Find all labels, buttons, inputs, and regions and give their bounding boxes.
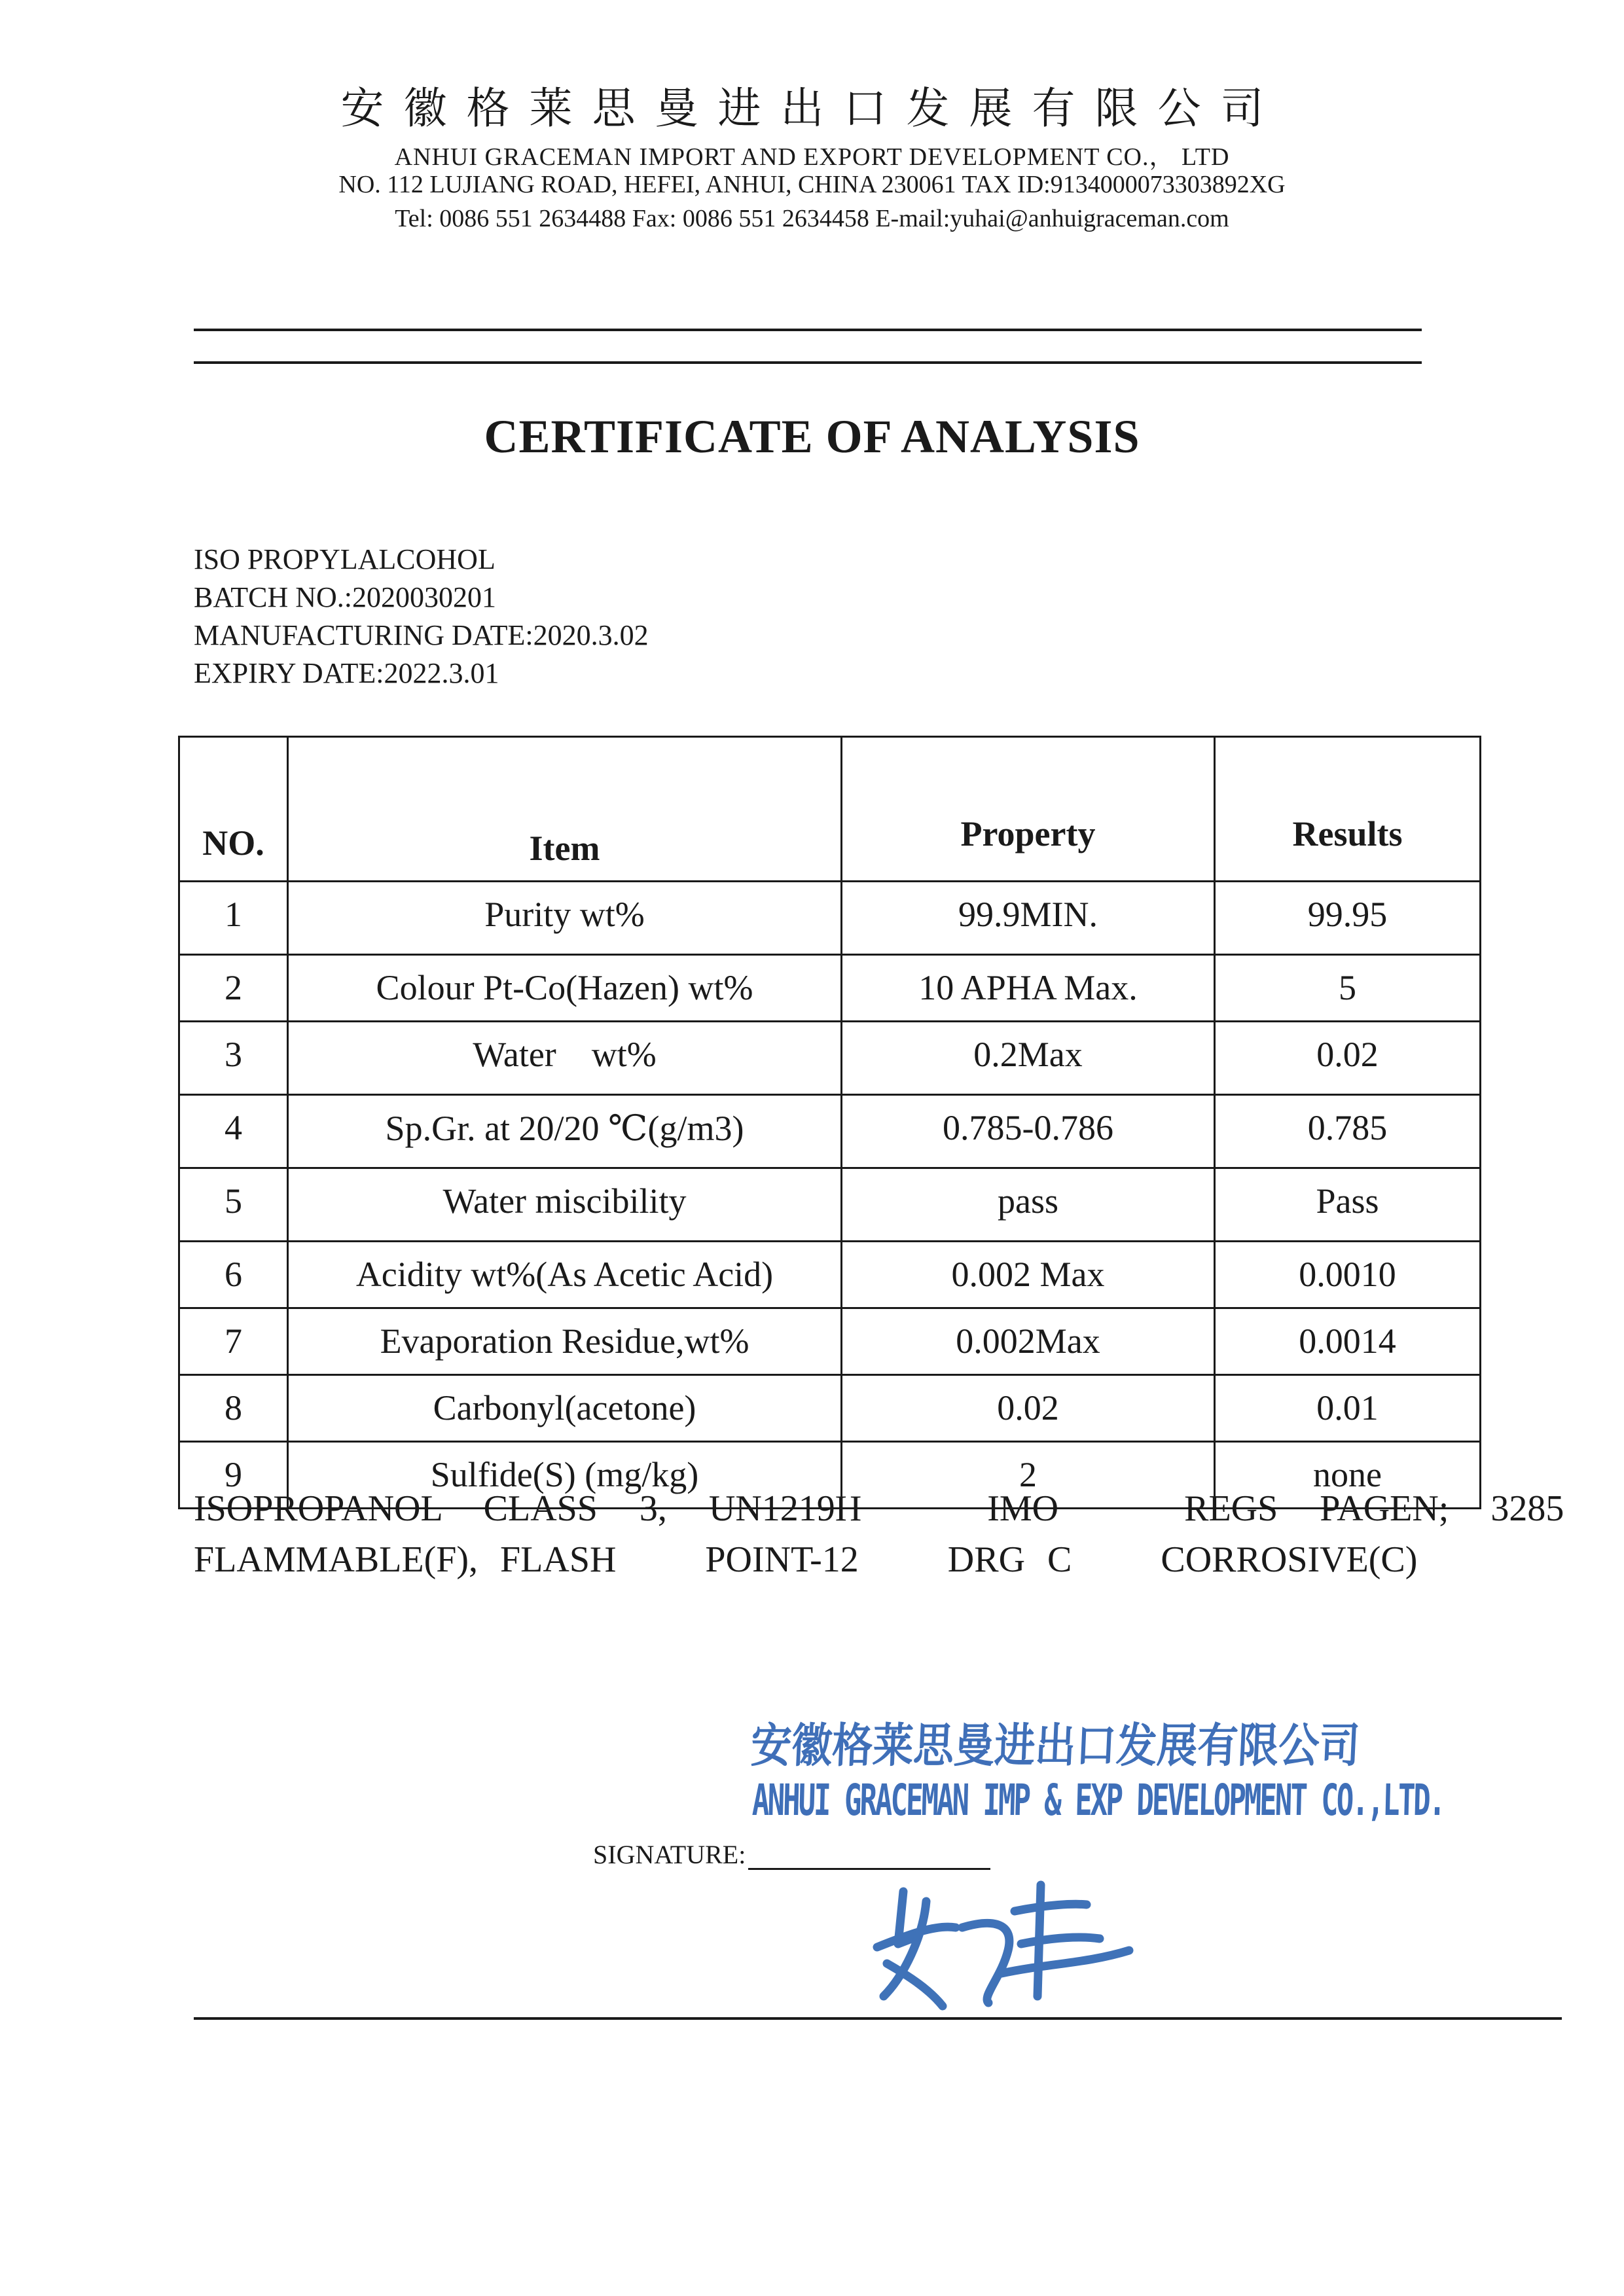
cell-result: 0.01 [1215,1375,1481,1442]
header-no: NO. [179,737,288,882]
cell-result: 0.02 [1215,1022,1481,1095]
table-row [179,955,1481,1022]
cell-result: 0.0010 [1215,1242,1481,1308]
cell-item: Sp.Gr. at 20/20 ℃(g/m3) [288,1095,842,1168]
document-title: CERTIFICATE OF ANALYSIS [484,410,1140,463]
cell-no: 2 [179,955,288,1022]
cell-result: 99.95 [1215,882,1481,955]
header-rule-top [194,329,1422,331]
handwritten-signature-icon [864,1865,1139,2016]
batch-number: BATCH NO.:2020030201 [194,581,497,613]
cell-item: Water miscibility [288,1168,842,1242]
cell-item: Carbonyl(acetone) [288,1375,842,1442]
stamp-chinese-text: 安徽格莱思曼进出口发展有限公司 [749,1717,1362,1773]
header-item: Item [288,737,842,882]
company-address: NO. 112 LUJIANG ROAD, HEFEI, ANHUI, CHINA 230061 TAX ID:9134000073303892XG [338,171,1286,198]
company-stamp [749,1708,1445,1826]
signature-label: SIGNATURE: [593,1840,746,1869]
cell-no: 6 [179,1242,288,1308]
notes-line-2: FLAMMABLE(F), FLASH POINT-12 DRG C CORROSIVE(C) [194,1539,1418,1580]
cell-property: 0.2Max [842,1022,1215,1095]
cell-no: 1 [179,882,288,955]
cell-result: Pass [1215,1168,1481,1242]
table-row [179,1095,1481,1168]
cell-no: 4 [179,1095,288,1168]
header-rule-bottom [194,361,1422,364]
table-row [179,882,1481,955]
cell-item: Purity wt% [288,882,842,955]
cell-result: none [1215,1442,1481,1509]
cell-no: 7 [179,1308,288,1375]
header-results: Results [1215,737,1481,882]
table-row [179,1168,1481,1242]
cell-property: 2 [842,1442,1215,1509]
table-row [179,1308,1481,1375]
cell-item: Colour Pt-Co(Hazen) wt% [288,955,842,1022]
table-row [179,1022,1481,1095]
company-name-chinese: 安徽格莱思曼进出口发展有限公司 [340,83,1284,134]
cell-item: Evaporation Residue,wt% [288,1308,842,1375]
analysis-table [178,736,1481,1509]
header-property: Property [842,737,1215,882]
cell-property: 99.9MIN. [842,882,1215,955]
cell-no: 9 [179,1442,288,1509]
cell-property: 0.002Max [842,1308,1215,1375]
cell-property: 0.785-0.786 [842,1095,1215,1168]
cell-result: 0.785 [1215,1095,1481,1168]
footer-rule [194,2017,1562,2020]
stamp-english-text: ANHUI GRACEMAN IMP & EXP DEVELOPMENT CO.,LTD. [751,1776,1445,1826]
expiry-date: EXPIRY DATE:2022.3.01 [194,657,499,689]
cell-no: 3 [179,1022,288,1095]
cell-result: 0.0014 [1215,1308,1481,1375]
cell-item: Acidity wt%(As Acetic Acid) [288,1242,842,1308]
notes-line-1: ISOPROPANOL CLASS 3, UN1219H IMO REGS PAGEN; 3285 [194,1488,1564,1529]
cell-property: 10 APHA Max. [842,955,1215,1022]
shipping-notes [194,1483,1564,1585]
cell-result: 5 [1215,955,1481,1022]
product-info [194,541,649,692]
cell-no: 8 [179,1375,288,1442]
table-header-row [179,737,1481,882]
cell-item: Sulfide(S) (mg/kg) [288,1442,842,1509]
table-row [179,1375,1481,1442]
cell-property: 0.002 Max [842,1242,1215,1308]
company-contact: Tel: 0086 551 2634488 Fax: 0086 551 2634458 E-mail:yuhai@anhuigraceman.com [395,205,1229,232]
manufacturing-date: MANUFACTURING DATE:2020.3.02 [194,619,649,651]
cell-property: pass [842,1168,1215,1242]
product-name: ISO PROPYLALCOHOL [194,543,496,575]
company-name-english: ANHUI GRACEMAN IMPORT AND EXPORT DEVELOPMENT CO.， LTD [394,143,1230,171]
cell-item: Water wt% [288,1022,842,1095]
cell-property: 0.02 [842,1375,1215,1442]
table-row [179,1242,1481,1308]
cell-no: 5 [179,1168,288,1242]
